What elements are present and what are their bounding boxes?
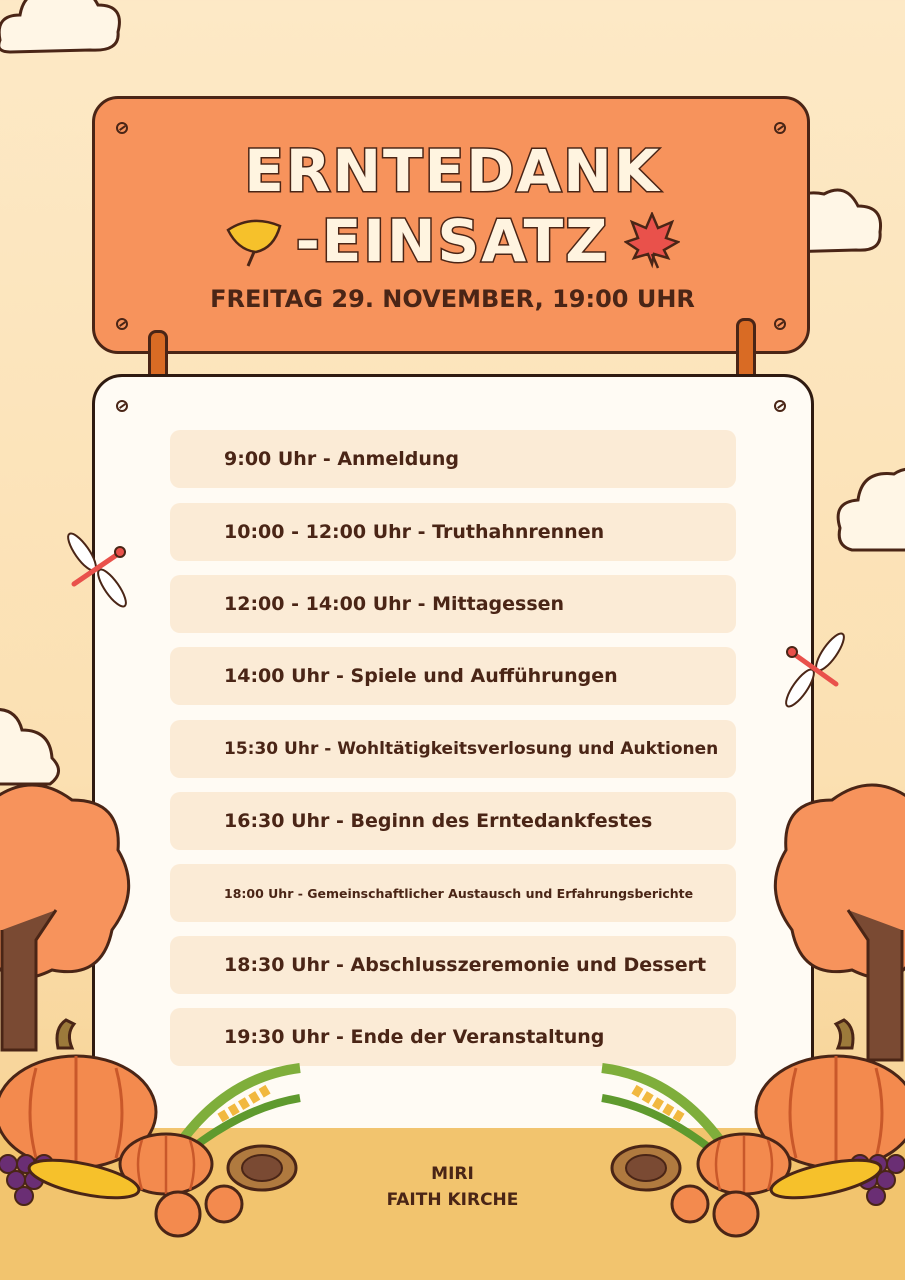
page-title-line1: ERNTEDANK bbox=[244, 137, 661, 205]
organizer-church: FAITH KIRCHE bbox=[386, 1190, 519, 1210]
schedule-item: 10:00 - 12:00 Uhr - Truthahnrennen bbox=[170, 503, 736, 561]
schedule-item: 15:30 Uhr - Wohltätigkeitsverlosung und Auktionen bbox=[170, 720, 736, 778]
organizer-name: MIRI bbox=[431, 1164, 474, 1184]
screw-icon bbox=[774, 400, 786, 412]
dragonfly-icon bbox=[776, 628, 854, 710]
schedule-item: 18:00 Uhr - Gemeinschaftlicher Austausch und Erfahrungsberichte bbox=[170, 864, 736, 922]
schedule-item: 18:30 Uhr - Abschlusszeremonie und Dessert bbox=[170, 936, 736, 994]
screw-icon bbox=[774, 318, 786, 330]
schedule-item: 14:00 Uhr - Spiele und Aufführungen bbox=[170, 647, 736, 705]
cloud-icon bbox=[0, 700, 70, 790]
schedule-item: 12:00 - 14:00 Uhr - Mittagessen bbox=[170, 575, 736, 633]
schedule-item: 9:00 Uhr - Anmeldung bbox=[170, 430, 736, 488]
cloud-icon bbox=[832, 450, 905, 554]
dragonfly-icon bbox=[58, 528, 136, 610]
ginkgo-leaf-icon bbox=[222, 212, 284, 268]
screw-icon bbox=[116, 122, 128, 134]
cloud-icon bbox=[0, 0, 130, 70]
event-date: FREITAG 29. NOVEMBER, 19:00 UHR bbox=[210, 285, 695, 313]
schedule-item: 19:30 Uhr - Ende der Veranstaltung bbox=[170, 1008, 736, 1066]
screw-icon bbox=[774, 122, 786, 134]
maple-leaf-icon bbox=[624, 212, 680, 270]
page-title-line2: -EINSATZ bbox=[295, 207, 610, 275]
schedule-item: 16:30 Uhr - Beginn des Erntedankfestes bbox=[170, 792, 736, 850]
screw-icon bbox=[116, 400, 128, 412]
screw-icon bbox=[116, 318, 128, 330]
